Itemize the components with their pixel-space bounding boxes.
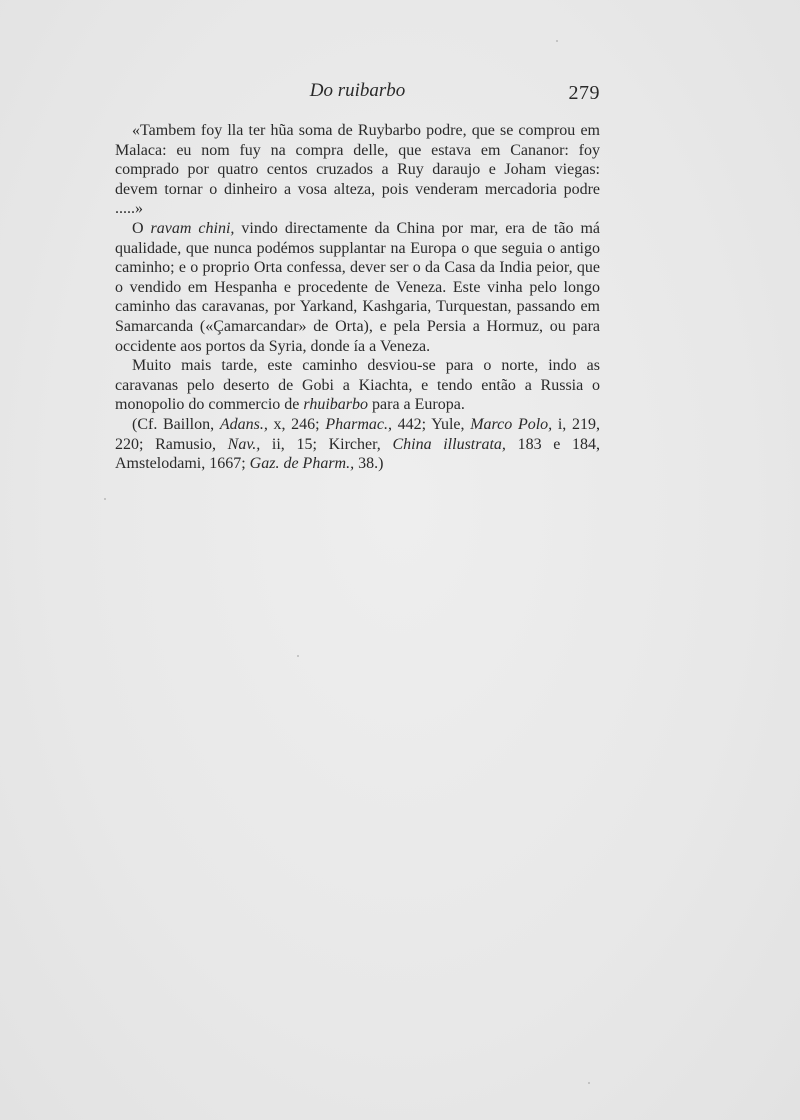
paragraph — [115, 415, 600, 474]
paper-speck — [297, 655, 299, 657]
italic-text: China illustrata, — [392, 435, 506, 453]
paragraph — [115, 219, 600, 356]
italic-text: rhuibarbo — [303, 396, 369, 414]
paragraph — [115, 356, 600, 415]
paper-speck — [556, 40, 558, 42]
text-run: 38.) — [354, 455, 384, 473]
paper-speck — [104, 498, 106, 500]
paragraph — [115, 121, 600, 219]
text-run: vindo directamente da China por mar, era de tão má qualidade, que nunca podémos supplantar na Europa o que seguia o antigo caminho; e o proprio Orta confessa, dever ser o da Casa da India peior, que o vendido em Hespanha e procedente de Veneza. Este vinha pelo longo caminho das caravanas, por Yarkand, Kashgaria, Turquestan, passando em Samarcanda («Çamarcandar» de Orta), e pela Persia a Hormuz, ou para occidente aos portos da Syria, donde ía a Veneza. — [115, 219, 601, 355]
text-run: para a Europa. — [368, 396, 465, 414]
text-run: i, 219, 220; Ramusio, — [115, 415, 600, 453]
italic-text: Marco Polo, — [470, 415, 553, 433]
running-head — [115, 80, 600, 108]
text-run: O — [132, 219, 151, 237]
italic-text: Pharmac., — [325, 415, 392, 433]
text-run: «Tambem foy lla ter hũa soma de Ruybarbo podre, que se comprou em Malaca: eu nom fuy na compra delle, que estava em Cananor: foy comprado por quatro centos cruzados a Ruy daraujo e Joham viegas: devem tornar o dinheiro a vosa alteza, pois venderam mercadoria podre .....» — [115, 122, 600, 218]
text-run: Muito mais tarde, este caminho desviou-se para o norte, indo as caravanas pelo deserto de Gobi a Kiachta, e tendo então a Russia o monopolio do commercio de — [115, 357, 600, 414]
italic-text: Adans., — [219, 415, 268, 433]
text-run: x, 246; — [267, 415, 326, 433]
paper-speck — [588, 1082, 590, 1084]
body-text — [115, 121, 600, 474]
italic-text: Gaz. de Pharm., — [249, 455, 355, 473]
text-run: (Cf. Baillon, — [132, 415, 220, 433]
running-title: Do ruibarbo — [309, 80, 406, 101]
italic-text: Nav., — [227, 435, 261, 453]
text-run: 442; Yule, — [391, 415, 471, 433]
italic-text: ravam chini, — [150, 219, 235, 237]
text-run: 183 e 184, Amstelodami, 1667; — [115, 435, 601, 473]
page-number: 279 — [568, 82, 600, 104]
text-run: ii, 15; Kircher, — [260, 435, 393, 453]
